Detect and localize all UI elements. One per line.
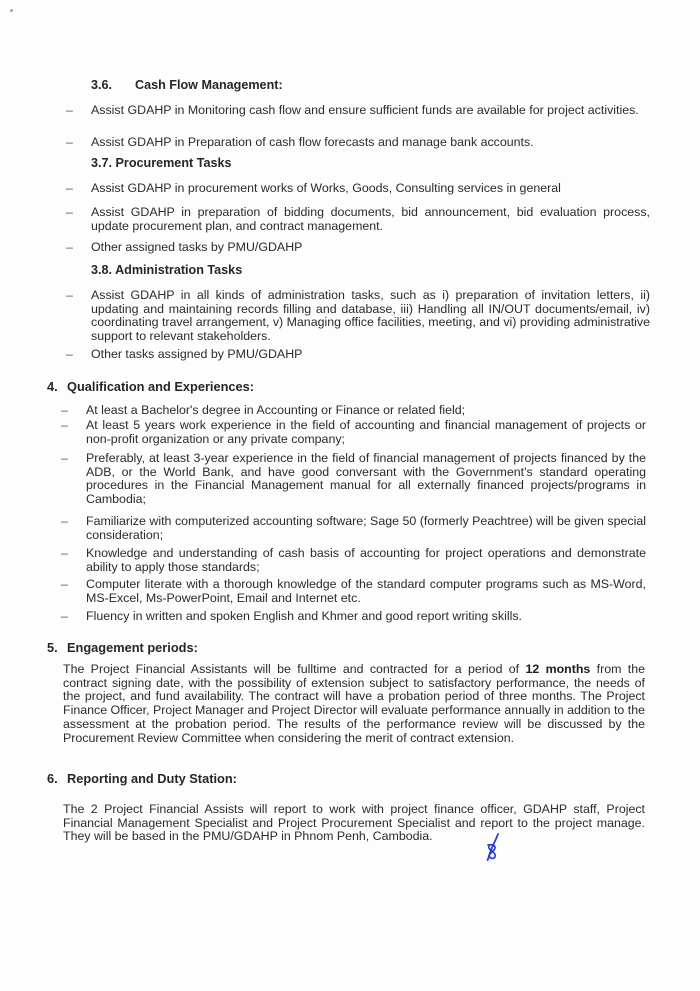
duty-station-paragraph: The 2 Project Financial Assists will report to work with project finance officer, GDAHP staff, Project Financial Management Specialist and Project Procurement Specialist and report to the project manage. They will be based in the PMU/GDAHP in Phnom Penh, Cambodia.: [63, 802, 645, 844]
dash-bullet-icon: –: [66, 135, 73, 149]
list-item: – Other tasks assigned by PMU/GDAHP: [66, 347, 303, 361]
dash-bullet-icon: –: [66, 103, 73, 117]
list-item: – At least a Bachelor's degree in Accounting or Finance or related field;: [61, 403, 466, 417]
list-item: – Fluency in written and spoken English and Khmer and good report writing skills.: [61, 609, 522, 623]
dash-bullet-icon: –: [61, 514, 68, 528]
list-item: – Knowledge and understanding of cash basis of accounting for project operations and demonstrate ability to apply those standards;: [61, 546, 646, 574]
list-item: – Assist GDAHP in Monitoring cash flow and ensure sufficient funds are available for project activities.: [66, 103, 639, 117]
list-item: – Other assigned tasks by PMU/GDAHP: [66, 240, 303, 254]
list-item: – At least 5 years work experience in the field of accounting and financial management of projects or non-profit organization or any private company;: [61, 418, 646, 446]
dash-bullet-icon: –: [66, 240, 73, 254]
engagement-paragraph: The Project Financial Assistants will be fulltime and contracted for a period of 12 months from the contract signing date, with the possibility of extension subject to satisfactory performance, the needs of the project, and fund availability. The contract will have a probation period of three months. The Project Finance Officer, Project Manager and Project Director will evaluate performance annually in addition to the assessment at the probation period. The results of the performance review will be discussed by the Procurement Review Committee when considering the merit of contract extension.: [63, 662, 645, 745]
dash-bullet-icon: –: [61, 451, 68, 465]
list-item: – Computer literate with a thorough knowledge of the standard computer programs such as MS-Word, MS-Excel, Ms-PowerPoint, Email and Internet etc.: [61, 577, 646, 605]
dash-bullet-icon: –: [61, 418, 68, 432]
contract-duration: 12 months: [525, 662, 591, 676]
list-item: – Assist GDAHP in Preparation of cash flow forecasts and manage bank accounts.: [66, 135, 534, 149]
dash-bullet-icon: –: [66, 288, 73, 302]
dash-bullet-icon: –: [61, 577, 68, 591]
section-3-7-heading: 3.7. Procurement Tasks: [91, 156, 232, 170]
section-3-6-heading: 3.6. Cash Flow Management:: [91, 78, 283, 92]
dash-bullet-icon: –: [66, 181, 73, 195]
dash-bullet-icon: –: [61, 609, 68, 623]
section-5-heading: 5. Engagement periods:: [47, 640, 198, 655]
list-item: – Familiarize with computerized accounting software; Sage 50 (formerly Peachtree) will be given special consideration;: [61, 514, 646, 542]
dash-bullet-icon: –: [61, 546, 68, 560]
list-item: – Preferably, at least 3-year experience in the field of financial management of projects financed by the ADB, or the World Bank, and have good conversant with the Government's standard operating procedures in the Financial Management manual for all externally financed projects/programs in Cambodia;: [61, 451, 646, 506]
list-item: – Assist GDAHP in all kinds of administration tasks, such as i) preparation of invitation letters, ii) updating and maintaining records filling and database, iii) Handling all IN/OUT documents/email, iv) coordinating travel arrangement, v) Managing office facilities, meeting, and vi) providing administrative support to relevant stakeholders.: [66, 288, 651, 343]
initials-signature-icon: [483, 832, 505, 862]
dash-bullet-icon: –: [66, 347, 73, 361]
section-6-heading: 6. Reporting and Duty Station:: [47, 771, 237, 786]
scan-speck: [10, 9, 13, 12]
section-4-heading: 4. Qualification and Experiences:: [47, 379, 255, 394]
list-item: – Assist GDAHP in preparation of bidding documents, bid announcement, bid evaluation process, update procurement plan, and contract management.: [66, 205, 650, 233]
list-item: – Assist GDAHP in procurement works of Works, Goods, Consulting services in general: [66, 181, 561, 195]
dash-bullet-icon: –: [66, 205, 73, 219]
dash-bullet-icon: –: [61, 403, 68, 417]
section-3-8-heading: 3.8. Administration Tasks: [91, 263, 243, 277]
